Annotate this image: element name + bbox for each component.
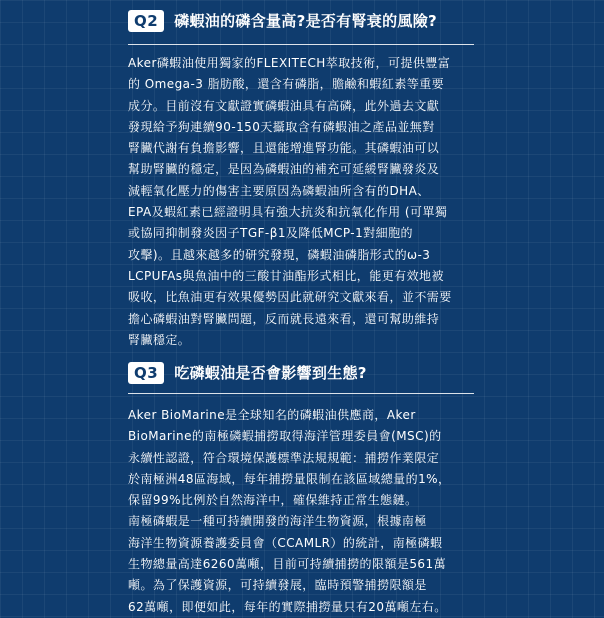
- q2-answer-line: 吸收，比魚油更有效果優勢因此就研究文獻來看，並不需要: [128, 290, 452, 305]
- q2-answer-line: 減輕氧化壓力的傷害主要原因為磷蝦油所含有的DHA、: [128, 183, 430, 198]
- q2-answer-line: 發現給予狗連續90-150天攝取含有磷蝦油之產品並無對: [128, 119, 435, 134]
- q3-divider: [128, 393, 474, 394]
- q3-answer-line: 南極磷蝦是一種可持續開發的海洋生物資源，根據南極: [128, 514, 427, 529]
- q2-title: 磷蝦油的磷含量高?是否有腎衰的風險?: [174, 12, 438, 30]
- q2-answer-line: Aker磷蝦油使用獨家的FLEXITECH萃取技術，可提供豐富: [128, 56, 451, 70]
- q2-answer-line: 腎臟穩定。: [128, 332, 191, 347]
- q2-answer-line: 的 Omega-3 脂肪酸，還含有磷脂，膽鹼和蝦紅素等重要: [128, 77, 445, 92]
- q3-badge: Q3: [128, 362, 164, 384]
- q3-title: 吃磷蝦油是否會影響到生態?: [174, 364, 367, 382]
- q2-badge: Q2: [128, 10, 164, 32]
- q2-answer-line: 擔心磷蝦油對腎臟問題，反而就長遠來看，還可幫助維持: [128, 311, 440, 326]
- q3-answer-line: 生物總量高達6260萬噸，目前可持續捕撈的限額是561萬: [128, 557, 447, 572]
- q2-answer-line: 腎臟代謝有負擔影響，且還能增進腎功能。其磷蝦油可以: [128, 141, 440, 156]
- q3-answer-line: BioMarine的南極磷蝦捕撈取得海洋管理委員會(MSC)的: [128, 429, 442, 444]
- q2-answer-line: EPA及蝦紅素已經證明具有強大抗炎和抗氧化作用 (可單獨: [128, 205, 448, 220]
- q2-answer-line: 幫助腎臟的穩定，是因為磷蝦油的補充可延緩腎臟發炎及: [128, 162, 440, 177]
- q2-answer-line: 或協同抑制發炎因子TGF-β1及降低MCP-1對細胞的: [128, 226, 413, 241]
- q2-answer-line: 攻擊)。且越來越多的研究發現，磷蝦油磷脂形式的ω-3: [128, 247, 431, 262]
- q2-answer-line: LCPUFAs與魚油中的三酸甘油酯形式相比，能更有效地被: [128, 268, 444, 283]
- q2-header: [128, 8, 437, 34]
- q3-answer-line: 永續性認證，符合環境保護標準法規規範：捕撈作業限定: [128, 450, 440, 465]
- q3-answer-line: Aker BioMarine是全球知名的磷蝦油供應商，Aker: [128, 408, 416, 422]
- q3-answer-line: 保留99%比例於自然海洋中，確保維持正常生態鏈。: [128, 493, 418, 508]
- q3-answer-line: 於南極洲48區海域，每年捕撈量限制在該區域總量的1%，: [128, 471, 451, 486]
- q3-answer: [128, 405, 478, 618]
- q2-answer: [128, 53, 478, 351]
- q3-answer-line: 62萬噸，即便如此，每年的實際捕撈量只有20萬噸左右。: [128, 599, 447, 614]
- q3-answer-line: 噸。為了保護資源，可持續發展，臨時預警捕撈限額是: [128, 578, 427, 593]
- q3-header: [128, 360, 367, 386]
- q3-answer-line: 海洋生物資源養護委員會（CCAMLR）的統計，南極磷蝦: [128, 535, 443, 550]
- q2-divider: [128, 44, 474, 45]
- q2-answer-line: 成分。目前沒有文獻證實磷蝦油具有高磷，此外過去文獻: [128, 98, 440, 113]
